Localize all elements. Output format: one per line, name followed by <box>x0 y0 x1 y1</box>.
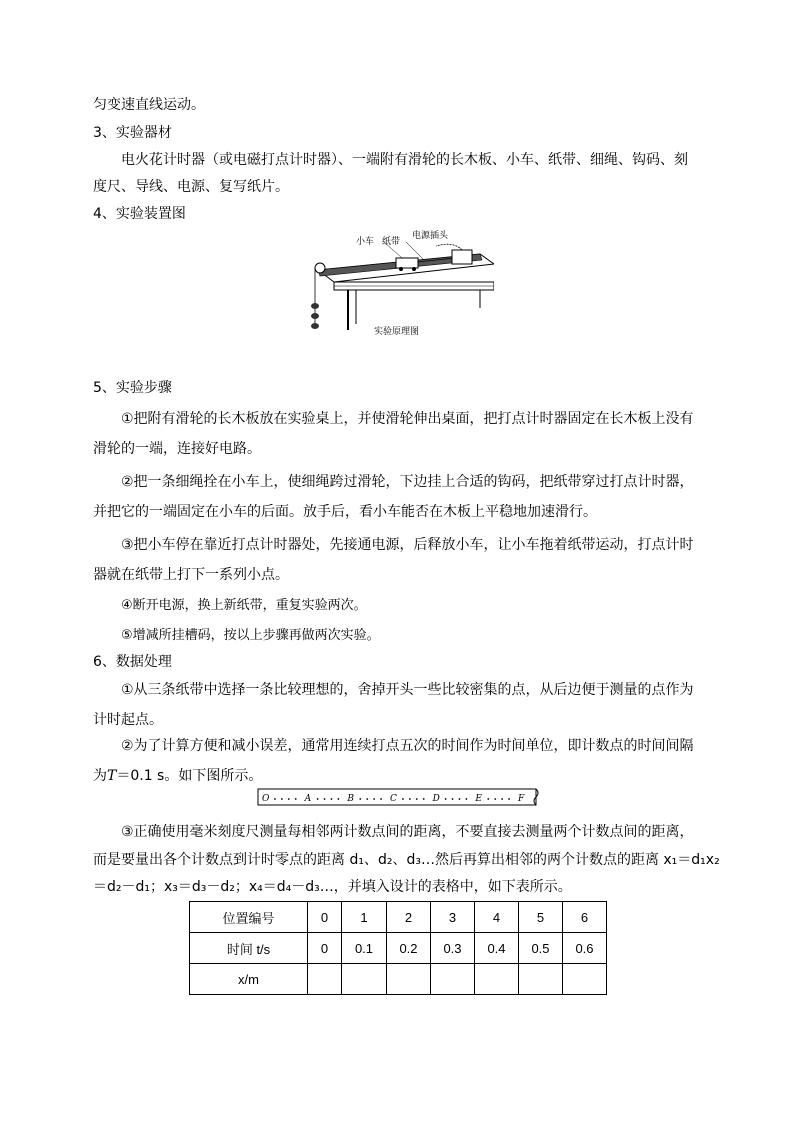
table-cell: 3 <box>431 902 475 933</box>
data-table <box>189 901 607 995</box>
row-label: 位置编号 <box>190 902 308 933</box>
tape-dot <box>331 798 333 800</box>
step-1-text: ①把附有滑轮的长木板放在实验桌上，并使滑轮伸出桌面，把打点计时器固定在长木板上没有滑轮的一端，连接好电路。 <box>93 411 694 457</box>
tape-dot <box>366 798 368 800</box>
table-cell: 0 <box>308 902 342 933</box>
tape-dot <box>281 798 283 800</box>
table-cell-empty <box>475 964 519 995</box>
table-cell: 0.5 <box>519 933 563 964</box>
table-cell: 4 <box>475 902 519 933</box>
section3-text-line1: 电火花计时器（或电磁打点计时器）、一端附有滑轮的长木板、小车、纸带、细绳、钩码、刻 <box>121 152 688 168</box>
row-label: x/m <box>190 964 308 995</box>
tape-dot <box>494 798 496 800</box>
paper-tape-diagram <box>256 787 540 809</box>
tape-dot <box>487 798 489 800</box>
table-cell: 0.2 <box>387 933 431 964</box>
step-2-text: ②把一条细绳拴在小车上，使细绳跨过滑轮，下边挂上合适的钩码，把纸带穿过打点计时器，并把它的一端固定在小车的后面。放手后，看小车能否在木板上平稳地加速滑行。 <box>93 474 694 520</box>
row-label: 时间 t/s <box>190 933 308 964</box>
tape-dot <box>324 798 326 800</box>
tape-dot <box>466 798 468 800</box>
section4-heading: 4、实验装置图 <box>93 206 186 222</box>
tape-dot <box>402 798 404 800</box>
tape-dot <box>317 798 319 800</box>
apparatus-figure <box>304 228 494 346</box>
table-cell: 2 <box>387 902 431 933</box>
section3-text-line2: 度尺、导线、电源、复写纸片。 <box>93 179 289 195</box>
section5-heading: 5、实验步骤 <box>93 380 172 396</box>
data-item-3-line2: 而是要量出各个计数点到计时零点的距离 d₁、d₂、d₃…然后再算出相邻的两个计数点的距离 x₁＝d₁x₂ <box>93 852 720 868</box>
table-cell-empty <box>431 964 475 995</box>
tape-dot <box>380 798 382 800</box>
table-cell: 0 <box>308 933 342 964</box>
tape-point-label: O <box>262 794 270 804</box>
period-equation: ＝0.1 s。如下图所示。 <box>116 768 263 784</box>
section3-heading: 3、实验器材 <box>93 125 172 141</box>
tape-dot <box>459 798 461 800</box>
tape-dot <box>373 798 375 800</box>
label-car: 小车 <box>356 237 375 247</box>
tape-dot <box>445 798 447 800</box>
table-cell: 5 <box>519 902 563 933</box>
tape-dot <box>452 798 454 800</box>
tape-point-label: D <box>432 794 440 804</box>
tape-point-label: B <box>347 794 354 804</box>
table-cell: 0.1 <box>342 933 387 964</box>
step-4: ④断开电源，换上新纸带，重复实验两次。 <box>121 598 367 613</box>
table-cell-empty <box>308 964 342 995</box>
tape-point-label: A <box>304 794 312 804</box>
tape-dot <box>359 798 361 800</box>
data-item-1-text: ①从三条纸带中选择一条比较理想的，舍掉开头一些比较密集的点，从后边便于测量的点作为计时起点。 <box>93 682 694 728</box>
table-row-position <box>190 902 607 933</box>
table-row-time <box>190 933 607 964</box>
car-shape <box>396 258 418 268</box>
step-5: ⑤增减所挂槽码，按以上步骤再做两次实验。 <box>121 628 380 643</box>
data-item-3-line1: ③正确使用毫米刻度尺测量每相邻两计数点间的距离，不要直接去测量两个计数点间的距离， <box>121 824 694 840</box>
tape-point-label: F <box>518 794 525 804</box>
data-item-1 <box>93 675 701 735</box>
label-tape: 纸带 <box>382 237 401 247</box>
data-item-3-line3: ＝d₂－d₁；x₃＝d₃－d₂；x₄＝d₄－d₃…，并填入设计的表格中，如下表所示。 <box>93 879 572 895</box>
tape-dot <box>338 798 340 800</box>
table-cell-empty <box>563 964 607 995</box>
step-3-text: ③把小车停在靠近打点计时器处，先接通电源，后释放小车，让小车拖着纸带运动，打点计时器就在纸带上打下一系列小点。 <box>93 537 694 583</box>
tape-dot <box>409 798 411 800</box>
data-item-2 <box>93 731 701 791</box>
tape-dot <box>501 798 503 800</box>
table-row-displacement <box>190 964 607 995</box>
intro-text: 匀变速直线运动。 <box>93 97 205 113</box>
tape-dot <box>295 798 297 800</box>
table-cell: 0.4 <box>475 933 519 964</box>
tape-point-label: C <box>390 794 397 804</box>
table-cell: 0.3 <box>431 933 475 964</box>
table-cell: 6 <box>563 902 607 933</box>
step-3 <box>93 530 701 590</box>
section6-heading: 6、数据处理 <box>93 654 172 670</box>
tape-dot <box>416 798 418 800</box>
table-cell-empty <box>387 964 431 995</box>
table-cell-empty <box>519 964 563 995</box>
figure-caption: 实验原理图 <box>374 327 420 337</box>
step-1 <box>93 404 701 464</box>
label-plug: 电源插头 <box>412 231 449 241</box>
tape-dot <box>423 798 425 800</box>
timer-shape <box>452 250 472 264</box>
table-cell-empty <box>342 964 387 995</box>
step-2 <box>93 467 701 527</box>
period-symbol: T <box>107 768 117 784</box>
tape-dot <box>508 798 510 800</box>
table-cell: 0.6 <box>563 933 607 964</box>
tape-point-label: E <box>475 794 482 804</box>
tape-dot <box>274 798 276 800</box>
table-cell: 1 <box>342 902 387 933</box>
data-item-2-text: ②为了计算方便和减小误差，通常用连续打点五次的时间作为时间单位，即计数点的时间间隔为 <box>93 738 694 784</box>
tape-dot <box>288 798 290 800</box>
